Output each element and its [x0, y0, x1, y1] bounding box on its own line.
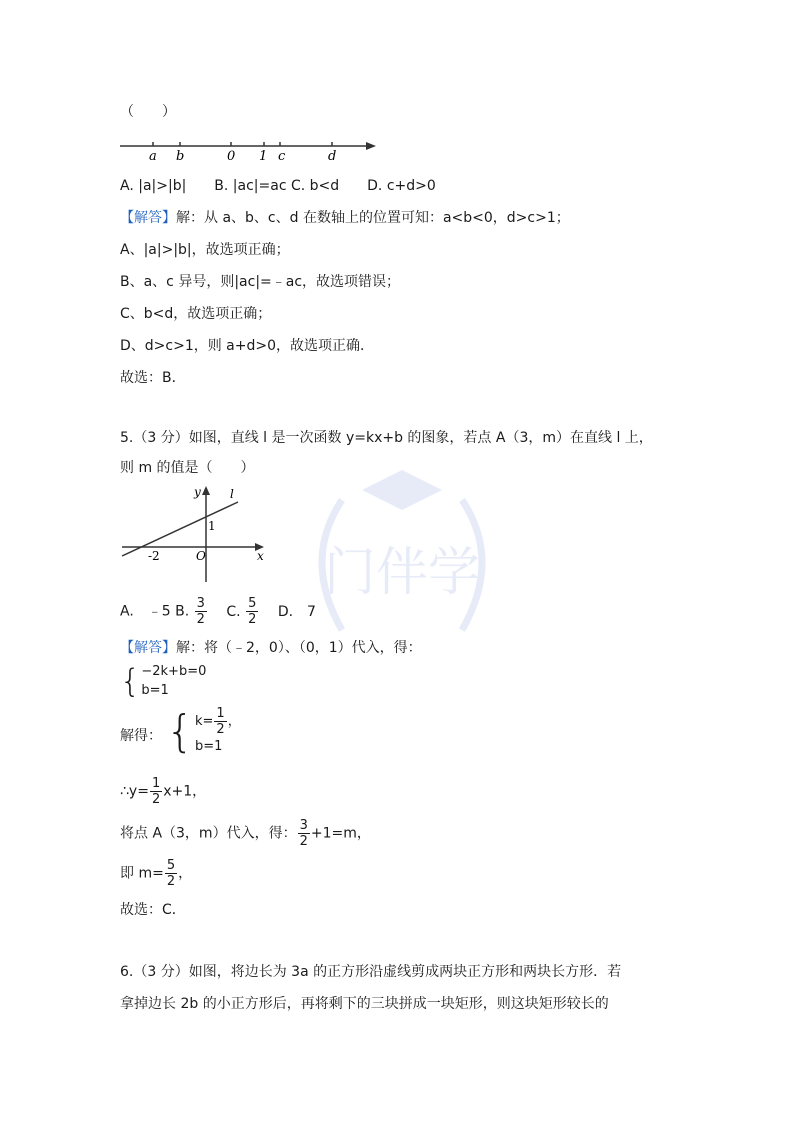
- q6-line1: 6.（3 分）如图，将边长为 3a 的正方形沿虚线剪成两块正方形和两块长方形．若: [120, 964, 622, 980]
- q6-line2: 拿掉边长 2b 的小正方形后，再将剩下的三块拼成一块矩形，则这块矩形较长的: [120, 996, 609, 1012]
- answer-tag: 【解答】: [120, 640, 176, 656]
- q5-system-2: [166, 706, 241, 757]
- brace-icon: {: [120, 662, 141, 700]
- q4-answer-line: [120, 208, 570, 228]
- graph-label-origin: O: [196, 549, 206, 563]
- q5-system-1: [120, 662, 206, 700]
- q5-options: [120, 596, 316, 627]
- answer-lead: 解：从 a、b、c、d 在数轴上的位置可知：a<b<0，d>c>1；: [176, 210, 570, 226]
- q5-therefore: ∴y= $\frac{1}{2}$ x+1，: [120, 776, 207, 807]
- q5-answer-line: [120, 638, 422, 658]
- system1-eq1: −2k+b=0: [141, 664, 207, 679]
- q4-paren: （ ）: [120, 104, 176, 120]
- brace-icon: {: [166, 705, 194, 757]
- q4-step-a: A、|a|>|b|，故选项正确；: [120, 242, 290, 258]
- graph-label-x: x: [257, 549, 264, 563]
- nl-label-0: 0: [227, 149, 236, 164]
- nl-label-c: c: [278, 149, 286, 164]
- system2-eq1: k= $\frac{1}{2}$ ，: [195, 706, 241, 737]
- graph-label-neg2: -2: [148, 549, 160, 563]
- q5-choose: 故选：C．: [120, 902, 186, 918]
- q5-substitute: 将点 A（3，m）代入，得： $\frac{3}{2}$ +1=m，: [120, 818, 371, 849]
- q4-number-line: [118, 132, 383, 164]
- nl-label-b: b: [176, 149, 185, 164]
- option-b-fraction: $\frac{3}{2}$: [196, 596, 205, 627]
- system1-eq2: b=1: [141, 683, 169, 698]
- q4-choose: 故选：B．: [120, 370, 186, 386]
- q4-step-c: C、b<d，故选项正确；: [120, 306, 272, 322]
- q5-graph: [118, 480, 268, 585]
- system2-eq2: b=1: [195, 739, 223, 754]
- nl-label-d: d: [328, 149, 337, 164]
- watermark-text: 门伴学: [323, 543, 481, 603]
- nl-label-1: 1: [259, 149, 268, 164]
- q5-solve-label: 解得：: [120, 728, 162, 744]
- graph-label-1: 1: [208, 519, 216, 533]
- nl-label-a: a: [149, 149, 157, 164]
- q4-step-d: D、d>c>1，则 a+d>0，故选项正确．: [120, 338, 375, 354]
- option-d: D. 7: [277, 603, 316, 620]
- q4-options: A. |a|>|b| B. |ac|=ac C. b<d D. c+d>0: [120, 178, 436, 194]
- q5-stem-line2: 则 m 的值是（ ）: [120, 460, 255, 476]
- q5-m-result: 即 m= $\frac{5}{2}$ ，: [120, 858, 193, 889]
- graph-label-y: y: [194, 485, 201, 499]
- answer-tag: 【解答】: [120, 210, 176, 226]
- option-c-fraction: $\frac{5}{2}$: [248, 596, 257, 627]
- q5-stem-line1: 5.（3 分）如图，直线 l 是一次函数 y=kx+b 的图象，若点 A（3，m）在直线 l 上，: [120, 430, 653, 446]
- option-c-label: C.: [226, 603, 241, 620]
- option-a: A. ﹣5 B.: [120, 603, 190, 620]
- graph-label-l: l: [230, 487, 234, 501]
- answer-lead: 解：将（﹣2，0）、（0，1）代入，得：: [176, 640, 422, 656]
- q4-step-b: B、a、c 异号，则|ac|=﹣ac，故选项错误；: [120, 274, 401, 290]
